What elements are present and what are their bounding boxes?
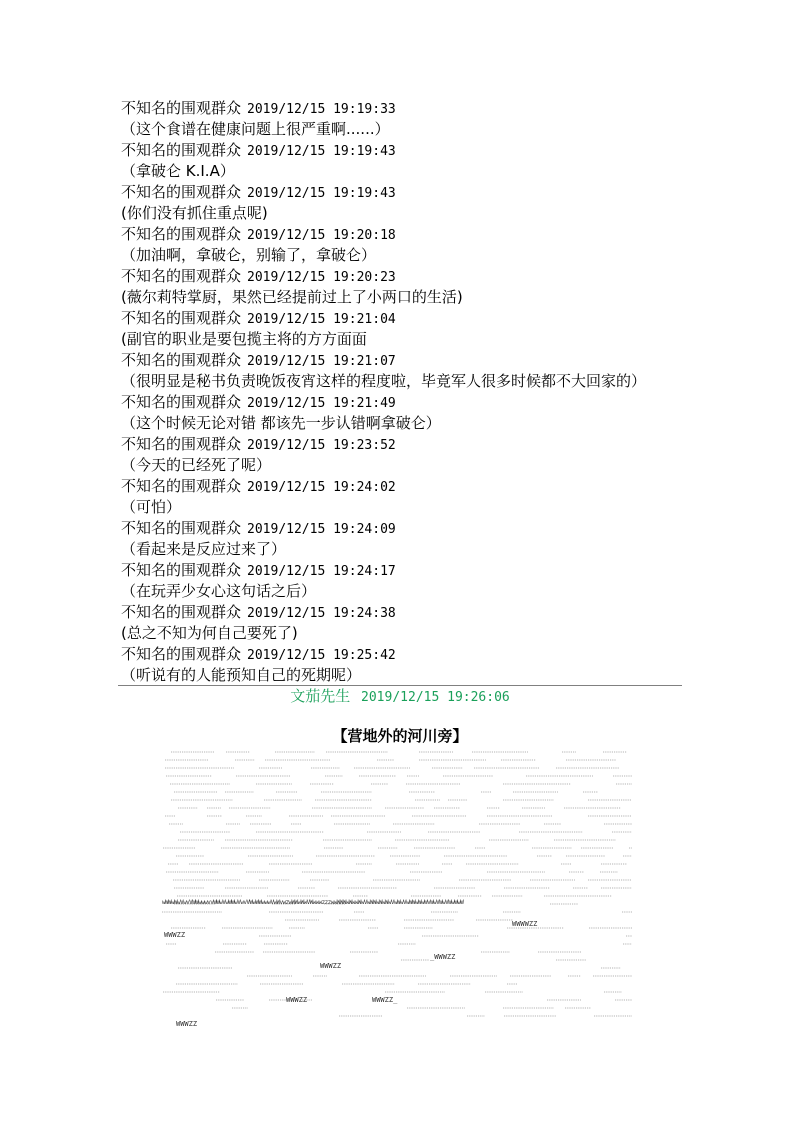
message-header [121,476,681,497]
message-timestamp: 2019/12/15 19:19:43 [247,186,396,201]
message-header [121,224,681,245]
message-text: （今天的已经死了呢） [121,456,272,474]
gm-author: 文茄先生 [290,687,351,705]
message-author: 不知名的围观群众 [121,519,242,537]
ascii-art-word: WWWZZ [320,962,342,970]
message-author: 不知名的围观群众 [121,393,242,411]
message-timestamp: 2019/12/15 19:24:02 [247,480,396,495]
message-timestamp: 2019/12/15 19:20:23 [247,270,396,285]
message-author: 不知名的围观群众 [121,309,242,327]
message-text: （拿破仑 K.I.A） [121,162,235,180]
message-header [121,98,681,119]
ascii-art-word: WWWZZ [164,931,186,939]
message-author: 不知名的围观群众 [121,603,242,621]
chat-log [121,98,681,686]
gm-message-header [0,686,800,708]
message-text: (总之不知为何自己要死了) [121,624,298,642]
ascii-art-word: _WWWZZ [430,953,456,961]
message-timestamp: 2019/12/15 19:24:09 [247,522,396,537]
message-text: (薇尔莉特掌厨，果然已经提前过上了小两口的生活) [121,288,463,306]
message-author: 不知名的围观群众 [121,141,242,159]
ascii-art-word: WWWZZ [176,1020,198,1028]
message-timestamp: 2019/12/15 19:24:38 [247,606,396,621]
message-header [121,350,681,371]
ascii-art-word: WWWWZZ [512,920,538,928]
ascii-art-illustration [160,748,640,1030]
scene-title: 【营地外的河川旁】 [332,727,468,745]
gm-timestamp: 2019/12/15 19:26:06 [361,690,510,705]
message-text: （听说有的人能预知自己的死期呢） [121,666,362,684]
ascii-art-word: WWWZZ_ [372,996,398,1004]
ascii-art-word: WWWZZ [286,996,308,1004]
message-header [121,434,681,455]
message-header [121,560,681,581]
message-header [121,602,681,623]
message-text: （这个时候无论对错 都该先一步认错啊拿破仑） [121,414,441,432]
message-header [121,140,681,161]
ascii-art-texture [160,748,640,1030]
message-text: (副官的职业是要包揽主将的方方面面 [121,330,367,348]
message-author: 不知名的围观群众 [121,351,242,369]
message-text: （在玩弄少女心这句话之后） [121,582,317,600]
message-author: 不知名的围观群众 [121,477,242,495]
message-author: 不知名的围观群众 [121,225,242,243]
message-text: （加油啊，拿破仑，别输了，拿破仑） [121,246,377,264]
message-author: 不知名的围观群众 [121,561,242,579]
message-timestamp: 2019/12/15 19:25:42 [247,648,396,663]
message-timestamp: 2019/12/15 19:19:43 [247,144,396,159]
message-timestamp: 2019/12/15 19:21:07 [247,354,396,369]
message-header [121,392,681,413]
message-author: 不知名的围观群众 [121,645,242,663]
message-timestamp: 2019/12/15 19:24:17 [247,564,396,579]
message-timestamp: 2019/12/15 19:21:04 [247,312,396,327]
message-timestamp: 2019/12/15 19:20:18 [247,228,396,243]
message-author: 不知名的围观群众 [121,267,242,285]
message-timestamp: 2019/12/15 19:21:49 [247,396,396,411]
message-timestamp: 2019/12/15 19:23:52 [247,438,396,453]
message-timestamp: 2019/12/15 19:19:33 [247,102,396,117]
message-header [121,182,681,203]
message-header [121,308,681,329]
message-header [121,644,681,665]
message-author: 不知名的围观群众 [121,99,242,117]
message-text: （看起来是反应过来了） [121,540,287,558]
message-text: （这个食谱在健康问题上很严重啊......） [121,120,390,138]
message-header [121,518,681,539]
message-author: 不知名的围观群众 [121,435,242,453]
message-text: （可怕） [121,498,182,516]
message-text: （很明显是秘书负责晚饭夜宵这样的程度啦，毕竟军人很多时候都不大回家的） [121,372,647,390]
message-author: 不知名的围观群众 [121,183,242,201]
message-header [121,266,681,287]
ascii-art-wave: wWWwWwVwvVWWwwwvvWWwVwWWwVwvVWwWWwwwVwWvwzwWWwWwVWwwwzzzwwWWWwWwwWwVwWWwWwWwVwWwVwWWwWwWvWwVWwVWwWwW [162,899,464,906]
message-text: (你们没有抓住重点呢) [121,204,268,222]
